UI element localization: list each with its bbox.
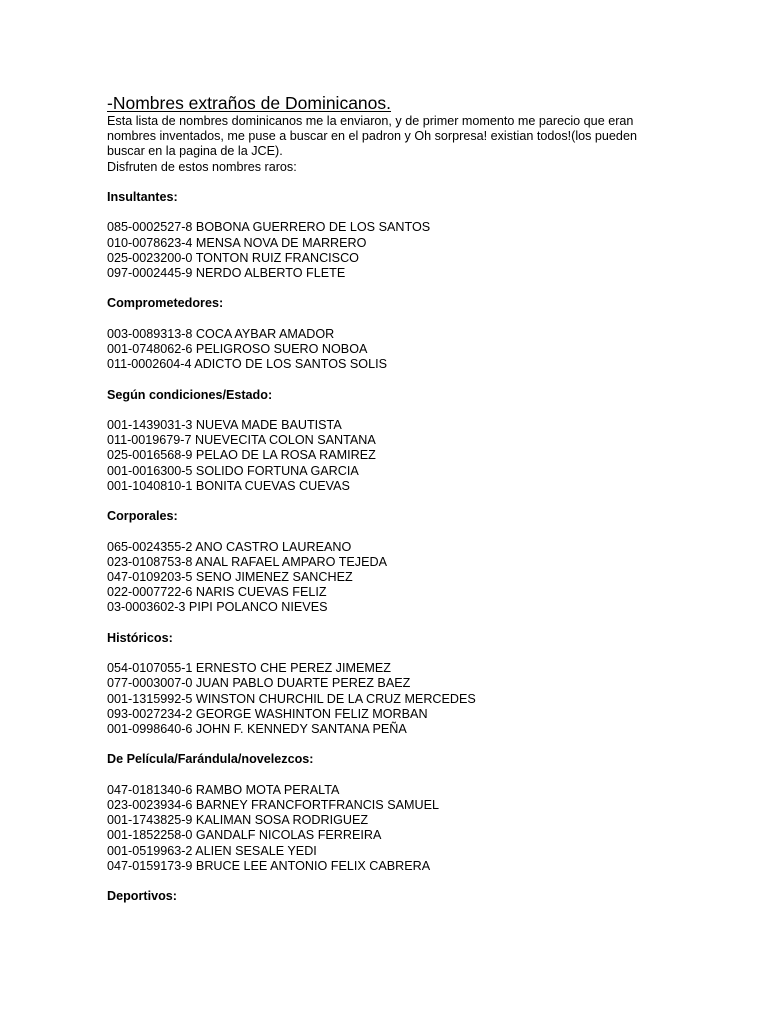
blank-line (107, 494, 667, 509)
name-list (107, 540, 667, 616)
list-item: 001-0748062-6 PELIGROSO SUERO NOBOA (107, 341, 368, 356)
name-list (107, 418, 667, 494)
section-heading: Comprometedores: (107, 296, 224, 311)
section-heading: Deportivos: (107, 889, 177, 904)
name-list (107, 220, 667, 281)
list-item: 025-0023200-0 TONTON RUIZ FRANCISCO (107, 250, 359, 265)
name-section (107, 281, 667, 372)
section-heading: Históricos: (107, 630, 173, 645)
section-heading: Insultantes: (107, 190, 178, 204)
section-heading: Corporales: (107, 509, 178, 524)
blank-line (107, 768, 667, 783)
list-item: 001-0519963-2 ALIEN SESALE YEDI (107, 843, 317, 858)
list-item: 011-0019679-7 NUEVECITA COLON SANTANA (107, 433, 376, 448)
list-item: 097-0002445-9 NERDO ALBERTO FLETE (107, 266, 346, 280)
name-section (107, 175, 667, 281)
list-item: 001-0016300-5 SOLIDO FORTUNA GARCIA (107, 463, 359, 478)
blank-line (107, 372, 667, 387)
list-item: 010-0078623-4 MENSA NOVA DE MARRERO (107, 235, 367, 250)
section-heading: De Película/Farándula/novelezcos: (107, 752, 314, 767)
list-item: 023-0108753-8 ANAL RAFAEL AMPARO TEJEDA (107, 554, 387, 569)
list-item: 023-0023934-6 BARNEY FRANCFORTFRANCIS SAMUEL (107, 797, 439, 812)
list-item: 001-1743825-9 KALIMAN SOSA RODRIGUEZ (107, 813, 369, 828)
name-list (107, 783, 667, 874)
list-item: 011-0002604-4 ADICTO DE LOS SANTOS SOLIS (107, 357, 387, 372)
name-section (107, 737, 667, 874)
list-item: 077-0003007-0 JUAN PABLO DUARTE PEREZ BAEZ (107, 676, 411, 691)
list-item: 001-1852258-0 GANDALF NICOLAS FERREIRA (107, 828, 382, 843)
list-item: 047-0181340-6 RAMBO MOTA PERALTA (107, 782, 340, 797)
list-item: 001-1040810-1 BONITA CUEVAS CUEVAS (107, 478, 350, 493)
blank-line (107, 281, 667, 296)
intro-paragraph (107, 114, 667, 175)
section-heading: Según condiciones/Estado: (107, 387, 273, 402)
blank-line (107, 616, 667, 631)
list-item: 065-0024355-2 ANO CASTRO LAUREANO (107, 539, 352, 554)
intro-line: nombres inventados, me puse a buscar en el padron y Oh sorpresa! existian todos!(los pueden (107, 129, 637, 144)
list-item: 093-0027234-2 GEORGE WASHINTON FELIZ MORBAN (107, 706, 428, 721)
blank-line (107, 646, 667, 661)
name-list (107, 327, 667, 373)
blank-line (107, 874, 667, 889)
intro-line: buscar en la pagina de la JCE). (107, 144, 283, 159)
name-section (107, 494, 667, 616)
blank-line (107, 403, 667, 418)
list-item: 001-1439031-3 NUEVA MADE BAUTISTA (107, 417, 342, 432)
list-item: 047-0159173-9 BRUCE LEE ANTONIO FELIX CABRERA (107, 858, 431, 873)
list-item: 003-0089313-8 COCA AYBAR AMADOR (107, 326, 335, 341)
document-title: -Nombres extraños de Dominicanos. (107, 93, 392, 113)
document-page (107, 93, 667, 904)
blank-line (107, 524, 667, 539)
name-sections (107, 175, 667, 905)
list-item: 001-0998640-6 JOHN F. KENNEDY SANTANA PEÑA (107, 721, 407, 736)
blank-line (107, 205, 667, 220)
list-item: 085-0002527-8 BOBONA GUERRERO DE LOS SANTOS (107, 220, 431, 235)
blank-line (107, 175, 667, 190)
name-section (107, 616, 667, 738)
list-item: 022-0007722-6 NARIS CUEVAS FELIZ (107, 585, 327, 600)
name-section (107, 874, 667, 904)
name-section (107, 372, 667, 494)
list-item: 047-0109203-5 SENO JIMENEZ SANCHEZ (107, 569, 353, 584)
list-item: 001-1315992-5 WINSTON CHURCHIL DE LA CRUZ MERCEDES (107, 691, 476, 706)
list-item: 025-0016568-9 PELAO DE LA ROSA RAMIREZ (107, 448, 376, 463)
list-item: 03-0003602-3 PIPI POLANCO NIEVES (107, 600, 328, 615)
name-list (107, 661, 667, 737)
blank-line (107, 312, 667, 327)
intro-line: Esta lista de nombres dominicanos me la enviaron, y de primer momento me parecio que eran (107, 114, 634, 128)
list-item: 054-0107055-1 ERNESTO CHE PEREZ JIMEMEZ (107, 661, 391, 676)
blank-line (107, 737, 667, 752)
intro-line: Disfruten de estos nombres raros: (107, 159, 297, 174)
